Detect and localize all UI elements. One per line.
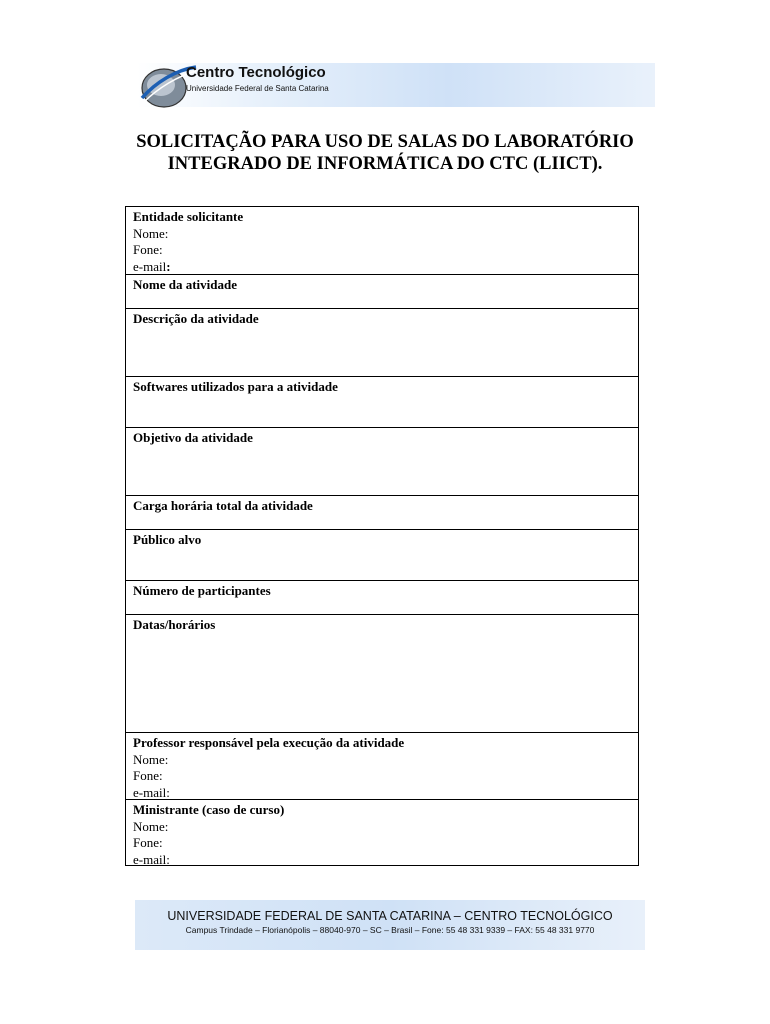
section-descricao[interactable]: [126, 309, 638, 377]
ministrante-email-field[interactable]: e-mail:: [133, 851, 170, 867]
section-carga-horaria[interactable]: [126, 496, 638, 530]
ministrante-label: Ministrante (caso de curso): [133, 802, 285, 817]
professor-nome-field[interactable]: Nome:: [133, 751, 169, 767]
objetivo-label: Objetivo da atividade: [133, 430, 253, 445]
footer-banner: [135, 900, 645, 950]
logo-title: Centro Tecnológico: [186, 64, 326, 81]
footer-address: Campus Trindade – Florianópolis – 88040-970 – SC – Brasil – Fone: 55 48 331 9339 – FAX: 55 48 331 9770: [185, 925, 595, 935]
datas-horarios-label: Datas/horários: [133, 617, 216, 632]
logo-subtitle: Universidade Federal de Santa Catarina: [186, 84, 329, 93]
section-objetivo[interactable]: [126, 428, 638, 496]
document-title: [100, 131, 670, 175]
softwares-label: Softwares utilizados para a atividade: [133, 379, 338, 394]
publico-alvo-label: Público alvo: [133, 532, 202, 547]
section-publico-alvo[interactable]: [126, 530, 638, 581]
descricao-label: Descrição da atividade: [133, 311, 259, 326]
section-ministrante: [126, 800, 638, 865]
section-softwares[interactable]: [126, 377, 638, 428]
section-numero-participantes[interactable]: [126, 581, 638, 615]
ministrante-fone-field[interactable]: Fone:: [133, 835, 163, 850]
section-entidade: [126, 207, 638, 275]
title-line-2: INTEGRADO DE INFORMÁTICA DO CTC (LIICT).: [167, 154, 603, 174]
section-datas-horarios[interactable]: [126, 615, 638, 733]
professor-email-field[interactable]: e-mail:: [133, 784, 170, 800]
request-form: [125, 206, 639, 866]
entidade-fone-field[interactable]: Fone:: [133, 242, 163, 257]
section-professor: [126, 733, 638, 800]
entidade-nome-field[interactable]: Nome:: [133, 225, 169, 241]
professor-label: Professor responsável pela execução da atividade: [133, 735, 405, 750]
ministrante-nome-field[interactable]: Nome:: [133, 818, 169, 834]
entidade-email-field[interactable]: [133, 259, 638, 276]
entidade-email-colon: :: [166, 258, 171, 274]
nome-atividade-label: Nome da atividade: [133, 277, 237, 292]
title-line-1: SOLICITAÇÃO PARA USO DE SALAS DO LABORATÓRIO: [136, 132, 634, 152]
carga-horaria-label: Carga horária total da atividade: [133, 498, 313, 513]
numero-participantes-label: Número de participantes: [133, 583, 271, 598]
footer-institution: UNIVERSIDADE FEDERAL DE SANTA CATARINA – CENTRO TECNOLÓGICO: [167, 909, 613, 923]
entidade-label: Entidade solicitante: [133, 209, 244, 224]
entidade-email-label: e-mail: [133, 258, 167, 274]
section-nome-atividade[interactable]: [126, 275, 638, 309]
professor-fone-field[interactable]: Fone:: [133, 768, 163, 783]
